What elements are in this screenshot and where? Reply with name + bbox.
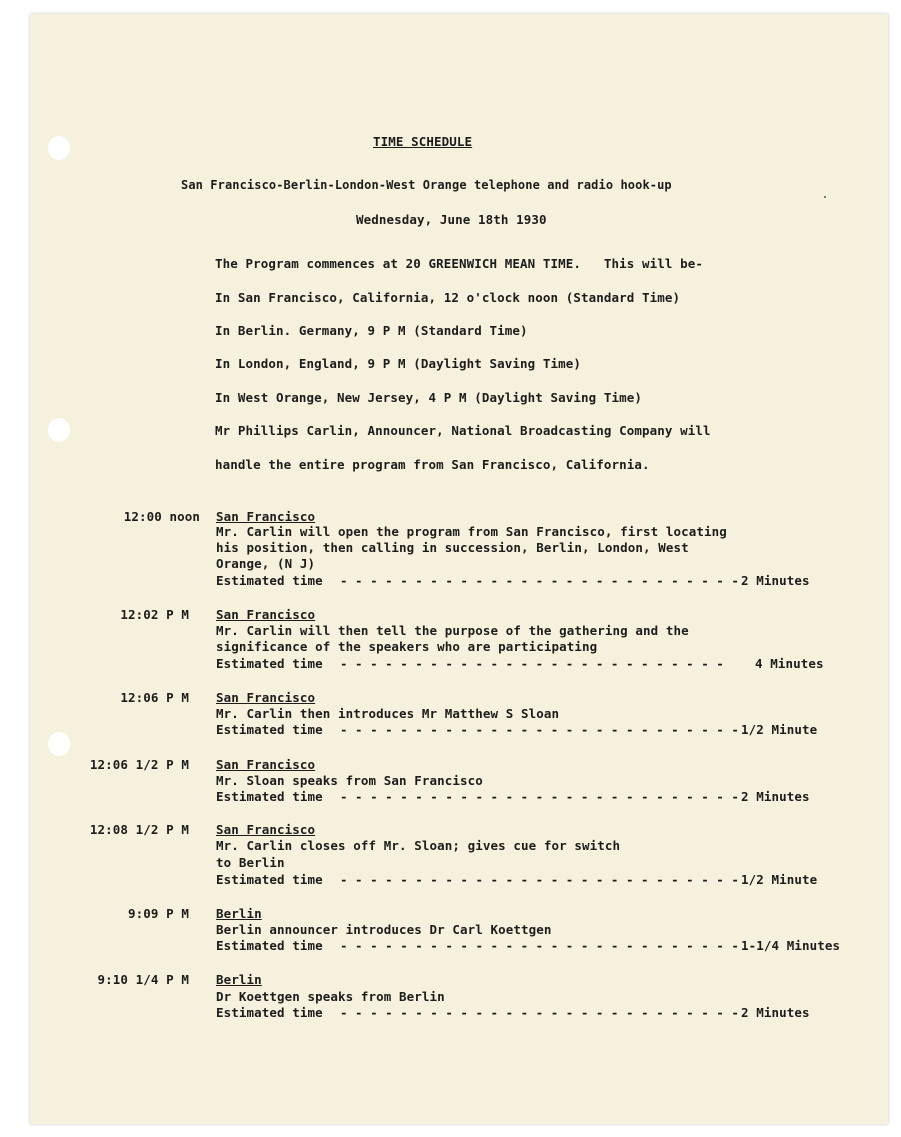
- punch-hole: [48, 136, 70, 160]
- estimated-label: Estimated time: [216, 656, 323, 671]
- entry-place: San Francisco: [216, 607, 316, 622]
- entry-time: 12:08 1/2 P M: [89, 822, 189, 837]
- dot-leader: - - - - - - - - - - - - - - - - - - - - - - - - - - -: [340, 722, 739, 737]
- document-subtitle: San Francisco-Berlin-London-West Orange telephone and radio hook-up: [181, 178, 672, 192]
- entry-place: Berlin: [216, 972, 262, 987]
- dot-leader: - - - - - - - - - - - - - - - - - - - - - - - - - - -: [340, 1005, 739, 1020]
- entry-place: Berlin: [216, 906, 262, 921]
- entry-line: to Berlin: [216, 855, 285, 870]
- intro-line: Mr Phillips Carlin, Announcer, National Broadcasting Company will: [215, 423, 711, 438]
- document-date: Wednesday, June 18th 1930: [356, 212, 547, 227]
- entry-duration: 2 Minutes: [741, 1005, 810, 1020]
- entry-duration: 1/2 Minute: [741, 872, 818, 887]
- entry-duration: 2 Minutes: [741, 573, 810, 588]
- estimated-label: Estimated time: [216, 1005, 323, 1020]
- dot-leader: - - - - - - - - - - - - - - - - - - - - - - - - - - -: [340, 789, 739, 804]
- entry-line: Orange, (N J): [216, 556, 316, 571]
- dot-leader: - - - - - - - - - - - - - - - - - - - - - - - - - -: [340, 656, 724, 671]
- punch-hole: [48, 732, 70, 756]
- entry-duration: 4 Minutes: [755, 656, 824, 671]
- intro-line: The Program commences at 20 GREENWICH MEAN TIME. This will be-: [215, 256, 704, 271]
- entry-duration: 1-1/4 Minutes: [741, 938, 841, 953]
- intro-line: In Berlin. Germany, 9 P M (Standard Time): [215, 323, 528, 338]
- intro-line: In West Orange, New Jersey, 4 P M (Daylight Saving Time): [215, 390, 643, 405]
- estimated-label: Estimated time: [216, 573, 323, 588]
- entry-time: 9:10 1/4 P M: [97, 972, 189, 987]
- entry-time: 12:06 P M: [120, 690, 189, 705]
- dot-leader: - - - - - - - - - - - - - - - - - - - - - - - - - - -: [340, 573, 739, 588]
- intro-line: In San Francisco, California, 12 o'clock noon (Standard Time): [215, 290, 681, 305]
- entry-duration: 1/2 Minute: [741, 722, 818, 737]
- intro-line: In London, England, 9 P M (Daylight Saving Time): [215, 356, 582, 371]
- document-title: TIME SCHEDULE: [373, 134, 473, 149]
- entry-place: San Francisco: [216, 690, 316, 705]
- punch-hole: [48, 418, 70, 442]
- estimated-label: Estimated time: [216, 938, 323, 953]
- entry-line: Mr. Carlin closes off Mr. Sloan; gives cue for switch: [216, 838, 621, 853]
- entry-duration: 2 Minutes: [741, 789, 810, 804]
- dot-leader: - - - - - - - - - - - - - - - - - - - - - - - - - - -: [340, 872, 739, 887]
- entry-time: 12:00 noon: [123, 509, 200, 524]
- entry-line: Berlin announcer introduces Dr Carl Koettgen: [216, 922, 552, 937]
- estimated-label: Estimated time: [216, 872, 323, 887]
- entry-place: San Francisco: [216, 822, 316, 837]
- entry-line: his position, then calling in succession, Berlin, London, West: [216, 540, 689, 555]
- estimated-label: Estimated time: [216, 789, 323, 804]
- estimated-label: Estimated time: [216, 722, 323, 737]
- entry-time: 12:06 1/2 P M: [89, 757, 189, 772]
- dot-leader: - - - - - - - - - - - - - - - - - - - - - - - - - - -: [340, 938, 739, 953]
- entry-line: Mr. Carlin then introduces Mr Matthew S Sloan: [216, 706, 560, 721]
- entry-line: Mr. Carlin will open the program from San Francisco, first locating: [216, 524, 727, 539]
- entry-line: significance of the speakers who are participating: [216, 639, 598, 654]
- entry-place: San Francisco: [216, 757, 316, 772]
- ink-speck: [824, 196, 826, 198]
- entry-time: 9:09 P M: [127, 906, 189, 921]
- entry-line: Dr Koettgen speaks from Berlin: [216, 989, 445, 1004]
- entry-line: Mr. Sloan speaks from San Francisco: [216, 773, 483, 788]
- entry-place: San Francisco: [216, 509, 316, 524]
- entry-time: 12:02 P M: [120, 607, 189, 622]
- intro-line: handle the entire program from San Francisco, California.: [215, 457, 650, 472]
- entry-line: Mr. Carlin will then tell the purpose of the gathering and the: [216, 623, 689, 638]
